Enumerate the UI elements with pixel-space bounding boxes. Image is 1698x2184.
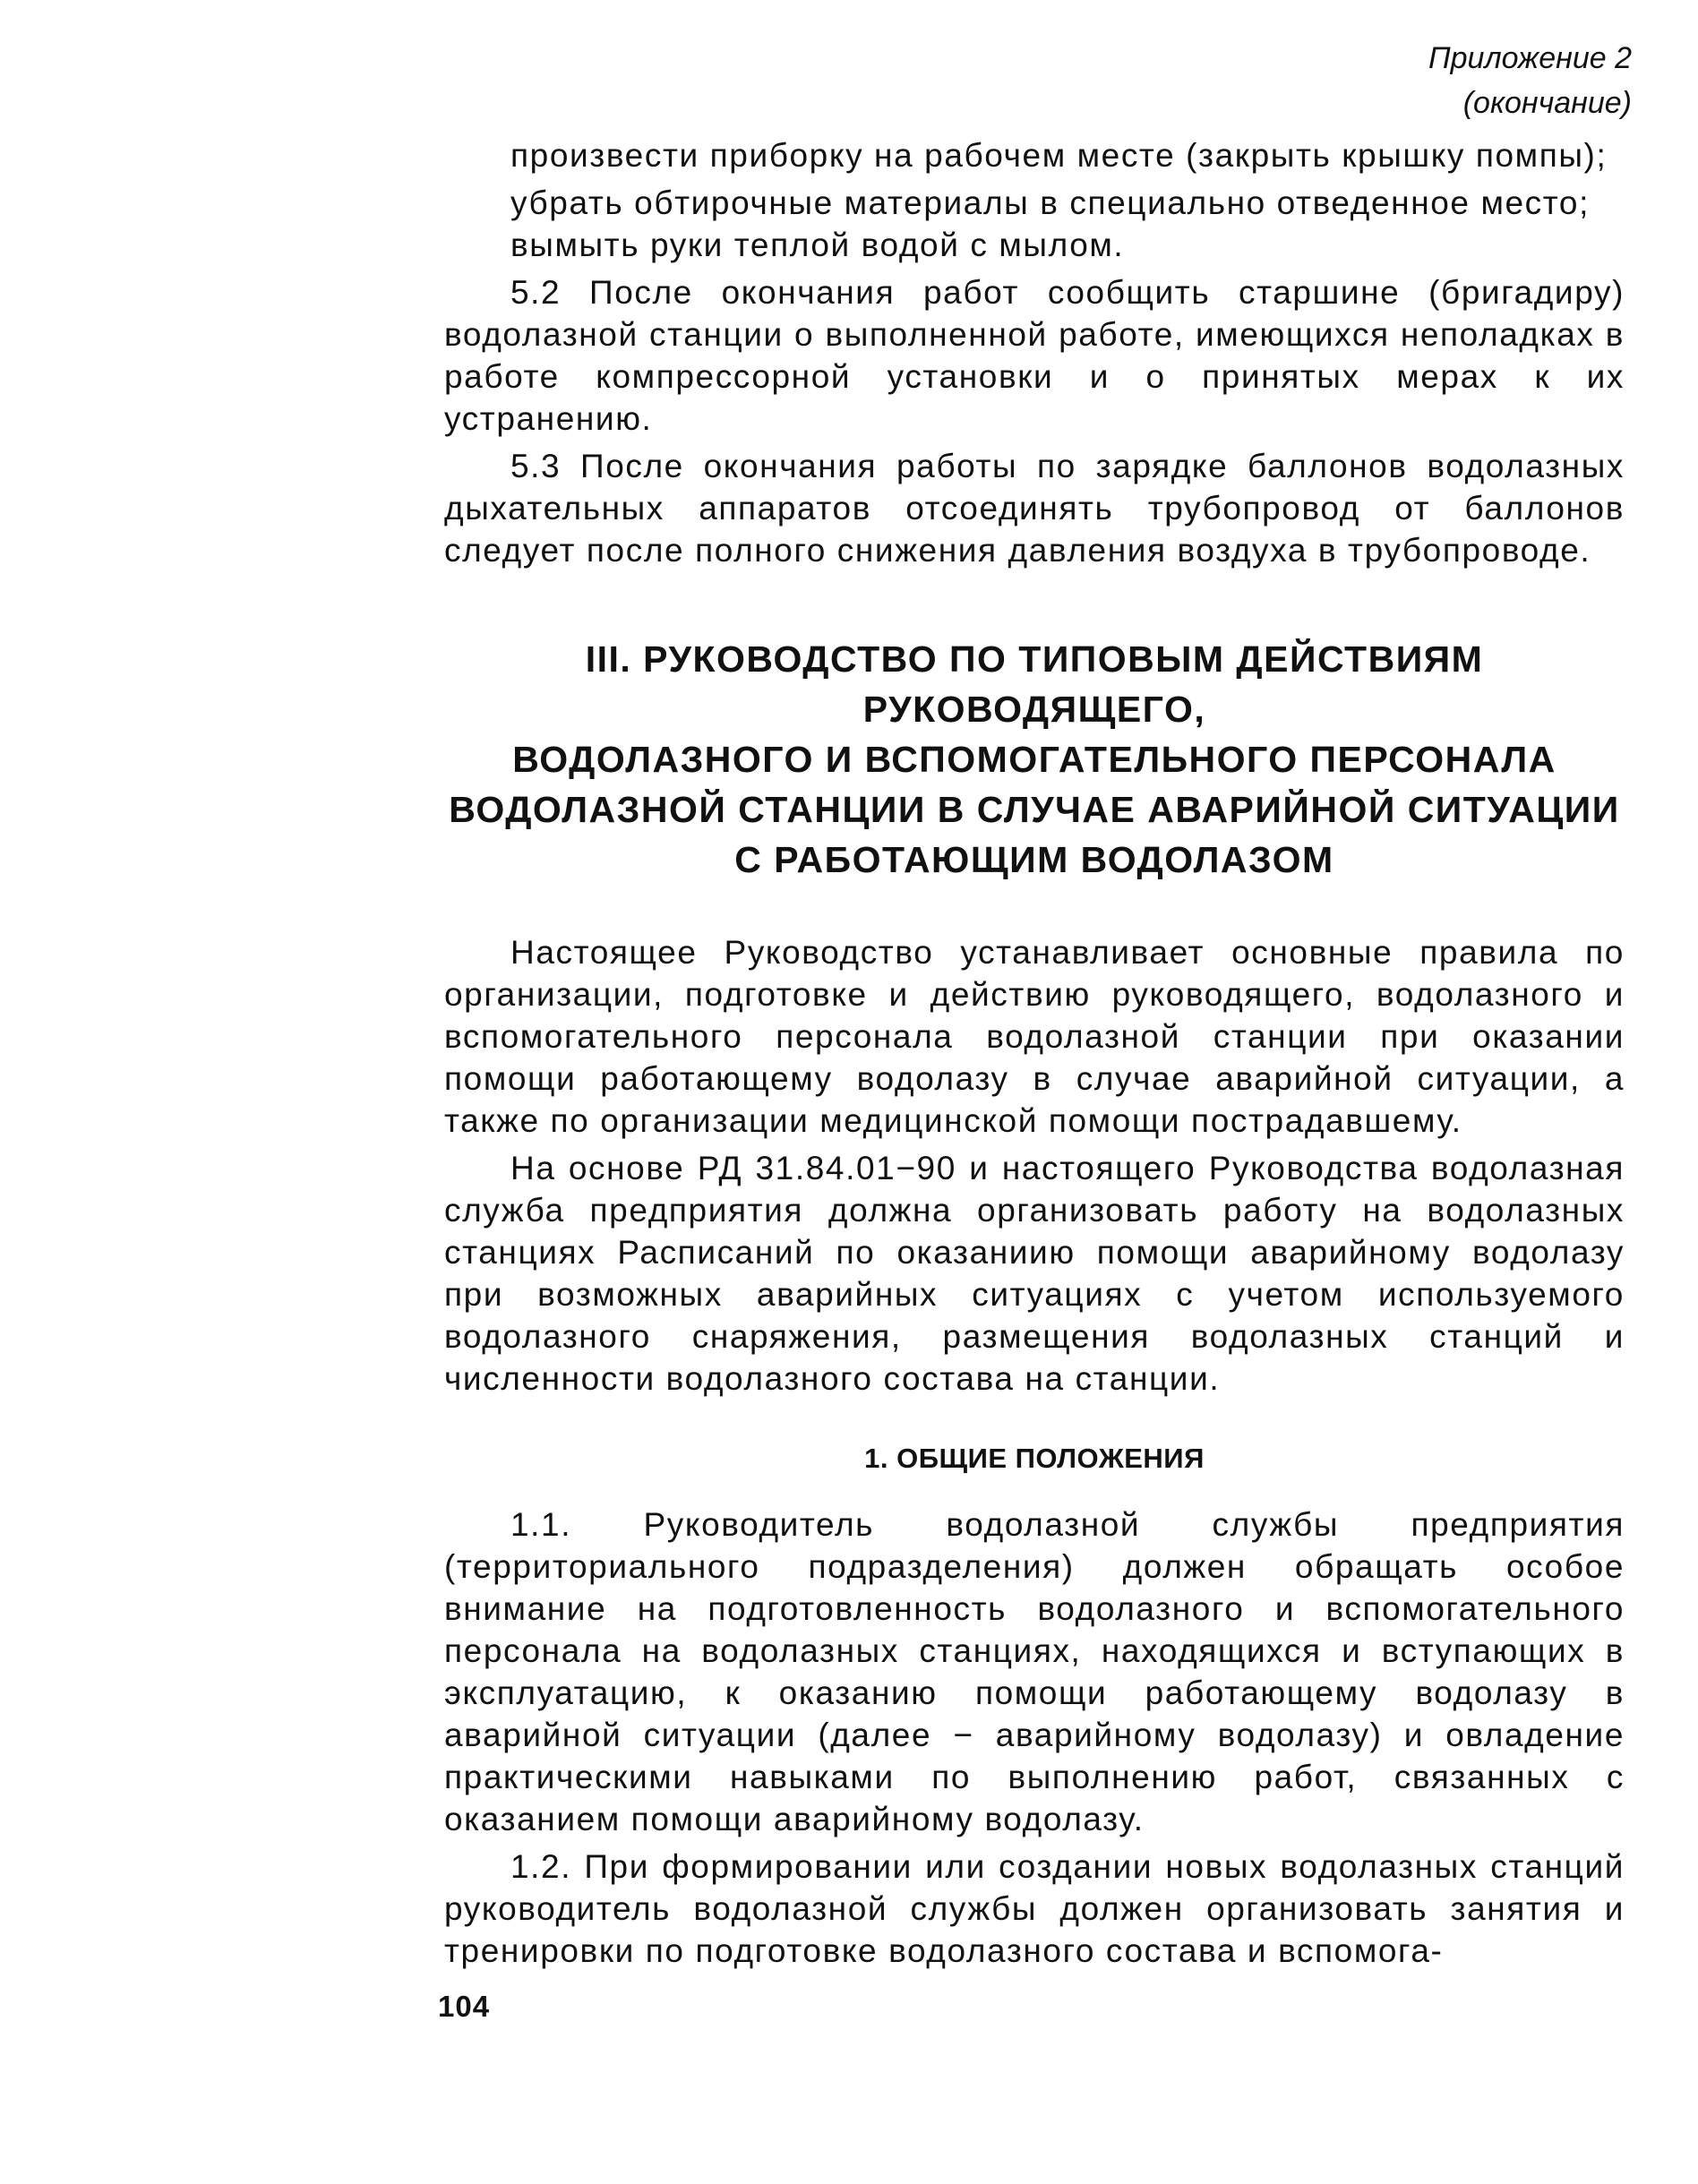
section-3-intro-paragraph: Настоящее Руководство устанавливает основные правила по организации, подготовке и действию руководящего, водолазного и вспомогательного персонала водолазной станции при оказании помощи работающему водолазу в случае аварийной ситуации, а также по организации медицинской помощи пострадавшему. (444, 934, 1625, 1139)
section-3-title (444, 634, 1625, 885)
section-3-basis-paragraph: На основе РД 31.84.01−90 и настоящего Руководства водолазная служба предприятия должна организовать работу на водолазных станциях Расписаний по оказаниию помощи аварийному водолазу при возможных аварийных ситуациях с учетом используемого водолазного снаряжения, размещения водолазных станций и численности водолазного состава на станции. (444, 1150, 1625, 1397)
closing-actions-list (444, 134, 1625, 266)
appendix-line-2: (окончание) (1462, 86, 1632, 120)
section-3-title-line: С РАБОТАЮЩИМ ВОДОЛАЗОМ (734, 839, 1334, 880)
paragraph-1-2: 1.2. При формировании или создании новых водолазных станций руководитель водолазной службы должен организовать занятия и тренировки по подготовке водолазного состава и вспомога- (444, 1848, 1625, 1969)
document-page (444, 36, 1632, 1972)
paragraph-5-2: 5.2 После окончания работ сообщить старшине (бригадиру) водолазной станции о выполненной работе, имеющихся неполадках в работе компрессорной установки и о принятых мерах к их устранению. (444, 274, 1625, 437)
appendix-line-1: Приложение 2 (1428, 41, 1632, 75)
subsection-1-title: 1. ОБЩИЕ ПОЛОЖЕНИЯ (864, 1443, 1205, 1474)
closing-action-item: убрать обтирочные материалы в специально отведенное место; (510, 184, 1590, 221)
section-3-title-line: ВОДОЛАЗНОЙ СТАНЦИИ В СЛУЧАЕ АВАРИЙНОЙ СИТУАЦИИ (449, 789, 1620, 830)
section-3-title-line: ВОДОЛАЗНОГО И ВСПОМОГАТЕЛЬНОГО ПЕРСОНАЛА (512, 739, 1556, 780)
appendix-label (444, 36, 1632, 125)
closing-action-item: вымыть руки теплой водой с мылом. (510, 227, 1125, 263)
section-3-title-line: III. РУКОВОДСТВО ПО ТИПОВЫМ ДЕЙСТВИЯМ РУКОВОДЯЩЕГО, (585, 638, 1484, 730)
paragraph-1-1: 1.1. Руководитель водолазной службы предприятия (территориального подразделения) должен обращать особое внимание на подготовленность водолазного и вспомогательного персонала на водолазных станциях, находящихся и вступающих в эксплуатацию, к оказанию помощи работающему водолазу в аварийной ситуации (далее − аварийному водолазу) и овладение практическими навыками по выполнению работ, связанных с оказанием помощи аварийному водолазу. (444, 1506, 1625, 1837)
closing-action-item: произвести приборку на рабочем месте (закрыть крышку помпы); (510, 137, 1608, 174)
page-number: 104 (438, 1990, 491, 2023)
paragraph-5-3: 5.3 После окончания работы по зарядке баллонов водолазных дыхательных аппаратов отсоединять трубопровод от баллонов следует после полного снижения давления воздуха в трубопроводе. (444, 448, 1625, 569)
